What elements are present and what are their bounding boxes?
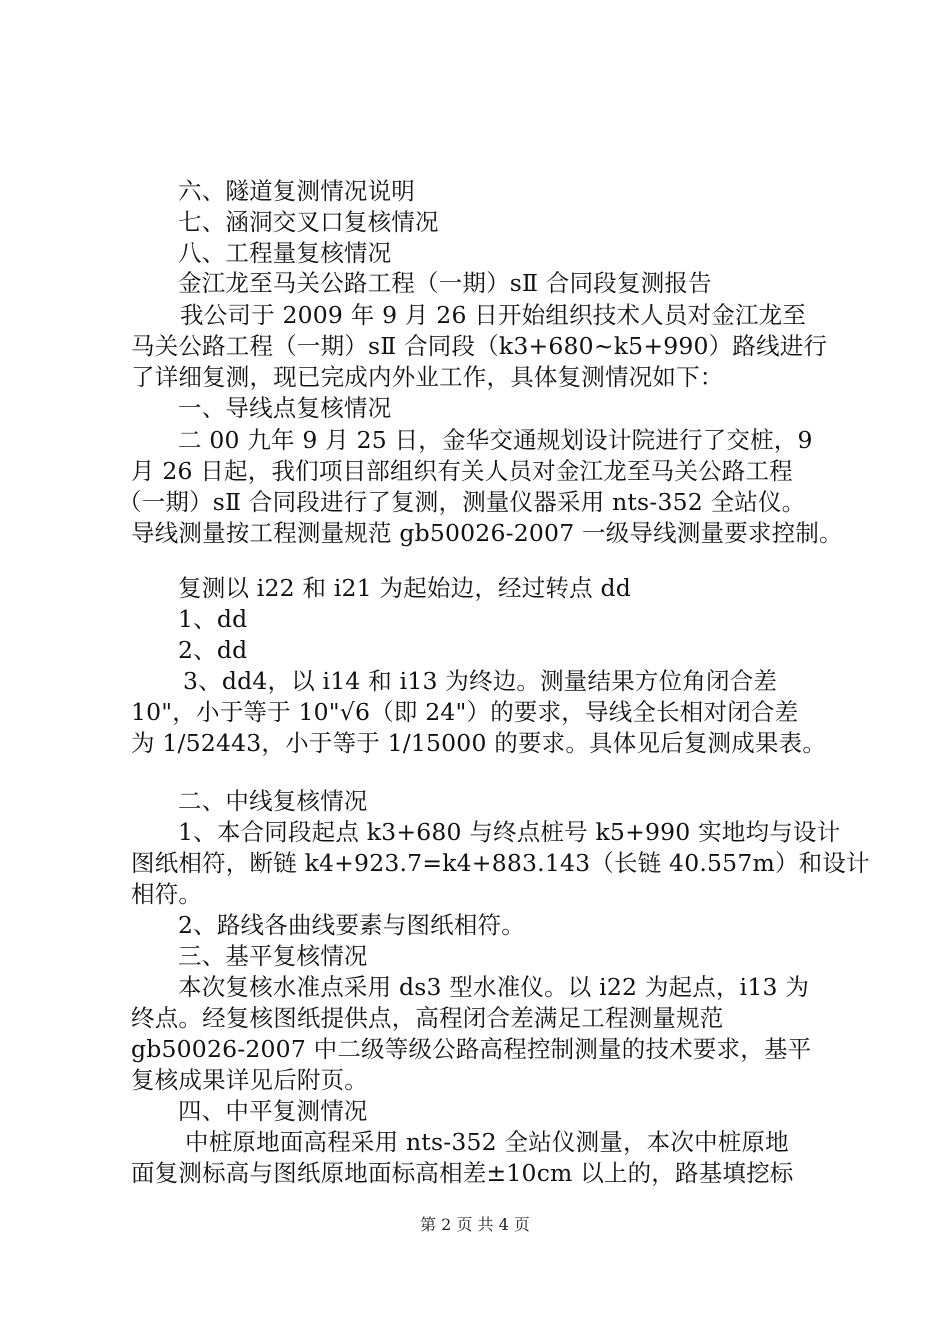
report-title: 金江龙至马关公路工程（一期）sⅡ 合同段复测报告	[178, 269, 712, 297]
text-line: 我公司于 2009 年 9 月 26 日开始组织技术人员对金江龙至	[180, 301, 807, 329]
text-line: 导线测量按工程测量规范 gb50026-2007 一级导线测量要求控制。	[131, 519, 843, 547]
page-number-footer: 第 2 页 共 4 页	[420, 1215, 530, 1234]
section-heading: 四、中平复测情况	[178, 1097, 368, 1125]
text-line: 复核成果详见后附页。	[131, 1066, 368, 1094]
section-heading: 二、中线复核情况	[178, 787, 368, 815]
text-line: 图纸相符，断链 k4+923.7=k4+883.143（长链 40.557m）和设计	[131, 849, 870, 877]
text-line: 3、dd4，以 i14 和 i13 为终边。测量结果方位角闭合差	[183, 667, 778, 695]
text-line: 1、dd	[178, 605, 248, 633]
text-line: 2、dd	[178, 636, 248, 664]
text-line: 马关公路工程（一期）sⅡ 合同段（k3+680~k5+990）路线进行	[131, 332, 828, 360]
text-line: 为 1/52443，小于等于 1/15000 的要求。具体见后复测成果表。	[131, 729, 827, 757]
text-line: gb50026-2007 中二级等级公路高程控制测量的技术要求，基平	[131, 1035, 812, 1063]
text-line: 本次复核水准点采用 ds3 型水准仪。以 i22 为起点，i13 为	[178, 973, 810, 1001]
text-line: 八、工程量复核情况	[178, 239, 392, 267]
text-line: 七、涵洞交叉口复核情况	[178, 208, 439, 236]
text-line: （一期）sⅡ 合同段进行了复测，测量仪器采用 nts-352 全站仪。	[118, 488, 806, 516]
text-line: 二 00 九年 9 月 25 日，金华交通规划设计院进行了交桩，9	[178, 426, 813, 454]
text-line: 面复测标高与图纸原地面标高相差±10cm 以上的，路基填挖标	[131, 1159, 794, 1187]
text-line: 10"，小于等于 10"√6（即 24"）的要求，导线全长相对闭合差	[131, 698, 799, 726]
text-line: 月 26 日起，我们项目部组织有关人员对金江龙至马关公路工程	[131, 457, 793, 485]
text-line: 终点。经复核图纸提供点，高程闭合差满足工程测量规范	[131, 1004, 724, 1032]
text-line: 了详细复测，现已完成内外业工作，具体复测情况如下：	[131, 363, 724, 391]
section-heading: 三、基平复核情况	[178, 942, 368, 970]
text-line: 中桩原地面高程采用 nts-352 全站仪测量，本次中桩原地	[185, 1128, 789, 1156]
section-heading: 一、导线点复核情况	[178, 394, 392, 422]
text-line: 相符。	[131, 880, 203, 908]
text-line: 复测以 i22 和 i21 为起始边，经过转点 dd	[178, 574, 631, 602]
text-line: 1、本合同段起点 k3+680 与终点桩号 k5+990 实地均与设计	[178, 818, 841, 846]
text-line: 六、隧道复测情况说明	[178, 177, 415, 205]
text-line: 2、路线各曲线要素与图纸相符。	[178, 911, 525, 939]
